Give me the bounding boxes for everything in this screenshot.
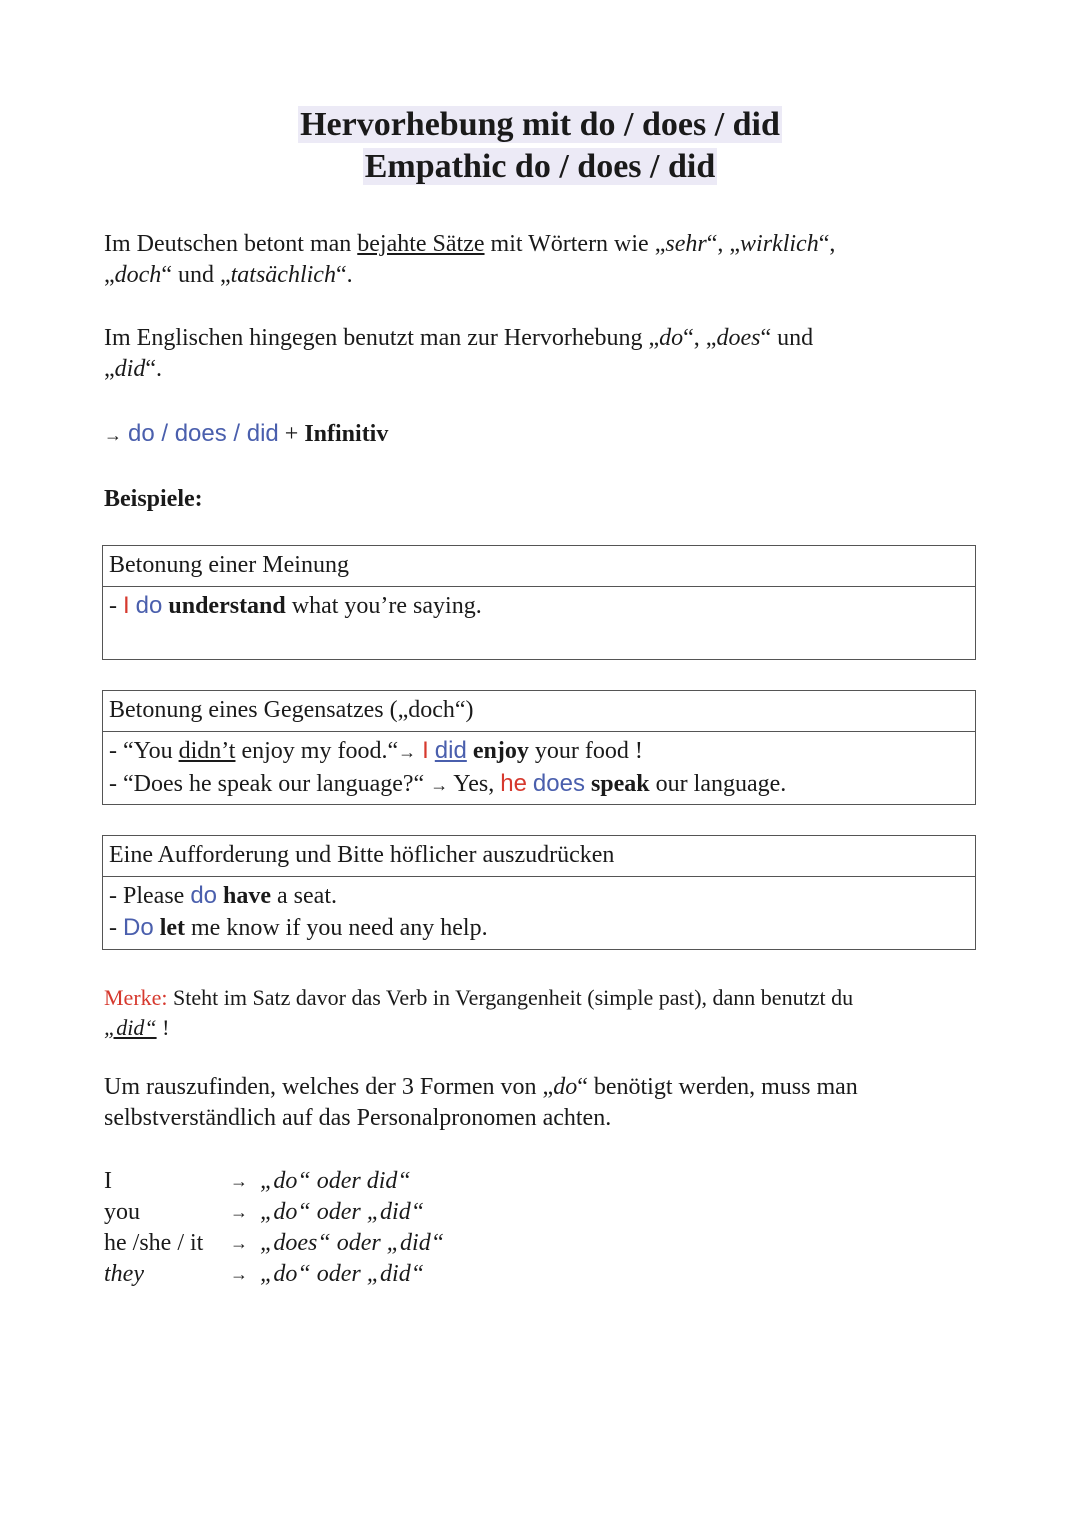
- underlined-phrase: bejahte Sätze: [357, 231, 485, 257]
- rule-line: → do / does / did + Infinitiv: [104, 420, 389, 447]
- example-line: - Please do have a seat.: [109, 882, 337, 909]
- arrow-icon: →: [230, 1233, 248, 1253]
- title-line-1: Hervorhebung mit do / does / did: [300, 106, 780, 143]
- arrow-icon: →: [430, 775, 449, 795]
- box-header: Betonung einer Meinung: [103, 546, 975, 587]
- merke-note: Merke: Steht im Satz davor das Verb in Vergangenheit (simple past), dann benutzt du „did“ !: [104, 985, 854, 1040]
- pronoun-paragraph: Um rauszufinden, welches der 3 Formen von „do“ benötigt werden, muss man selbstverständlich auf das Personalpronomen achten.: [104, 1074, 858, 1131]
- arrow-icon: →: [230, 1171, 248, 1191]
- arrow-icon: →: [398, 742, 417, 762]
- rule-forms: do / does / did: [128, 420, 279, 447]
- box-body: - I do understand what you’re saying.: [109, 592, 482, 619]
- example-box-polite-request: [102, 835, 976, 950]
- pronoun-table: [104, 1166, 604, 1290]
- title-line-2: Empathic do / does / did: [364, 148, 716, 185]
- example-line: - Do let me know if you need any help.: [109, 914, 488, 941]
- examples-heading: Beispiele:: [104, 486, 203, 512]
- box-body: [103, 732, 975, 801]
- pronoun-row: they → „do“ oder „did“: [104, 1259, 604, 1290]
- page-title: [0, 104, 1080, 146]
- intro-paragraph-english: Im Englischen hingegen benutzt man zur Hervorhebung „do“, „does“ und „did“.: [104, 325, 814, 382]
- merke-label: Merke:: [104, 985, 168, 1010]
- example-line: - “You didn’t enjoy my food.“→ I did enjoy your food !: [109, 737, 643, 764]
- example-box-contrast: [102, 690, 976, 805]
- page-subtitle: [0, 146, 1080, 188]
- rule-infinitiv: Infinitiv: [304, 421, 389, 447]
- pronoun-row: I → „do“ oder did“: [104, 1166, 604, 1197]
- pronoun-row: he /she / it → „does“ oder „did“: [104, 1228, 604, 1259]
- arrow-icon: →: [230, 1264, 248, 1284]
- example-box-opinion: [102, 545, 976, 660]
- arrow-icon: →: [104, 425, 122, 445]
- pronoun-row: you → „do“ oder „did“: [104, 1197, 604, 1228]
- box-header: Eine Aufforderung und Bitte höflicher auszudrücken: [103, 836, 975, 877]
- box-body: [103, 877, 975, 944]
- arrow-icon: →: [230, 1202, 248, 1222]
- example-line: - “Does he speak our language?“ → Yes, he does speak our language.: [109, 770, 787, 797]
- intro-paragraph-german: Im Deutschen betont man bejahte Sätze mit Wörtern wie „sehr“, „wirklich“, „doch“ und „tatsächlich“.: [104, 231, 836, 288]
- box-header: Betonung eines Gegensatzes („doch“): [103, 691, 975, 732]
